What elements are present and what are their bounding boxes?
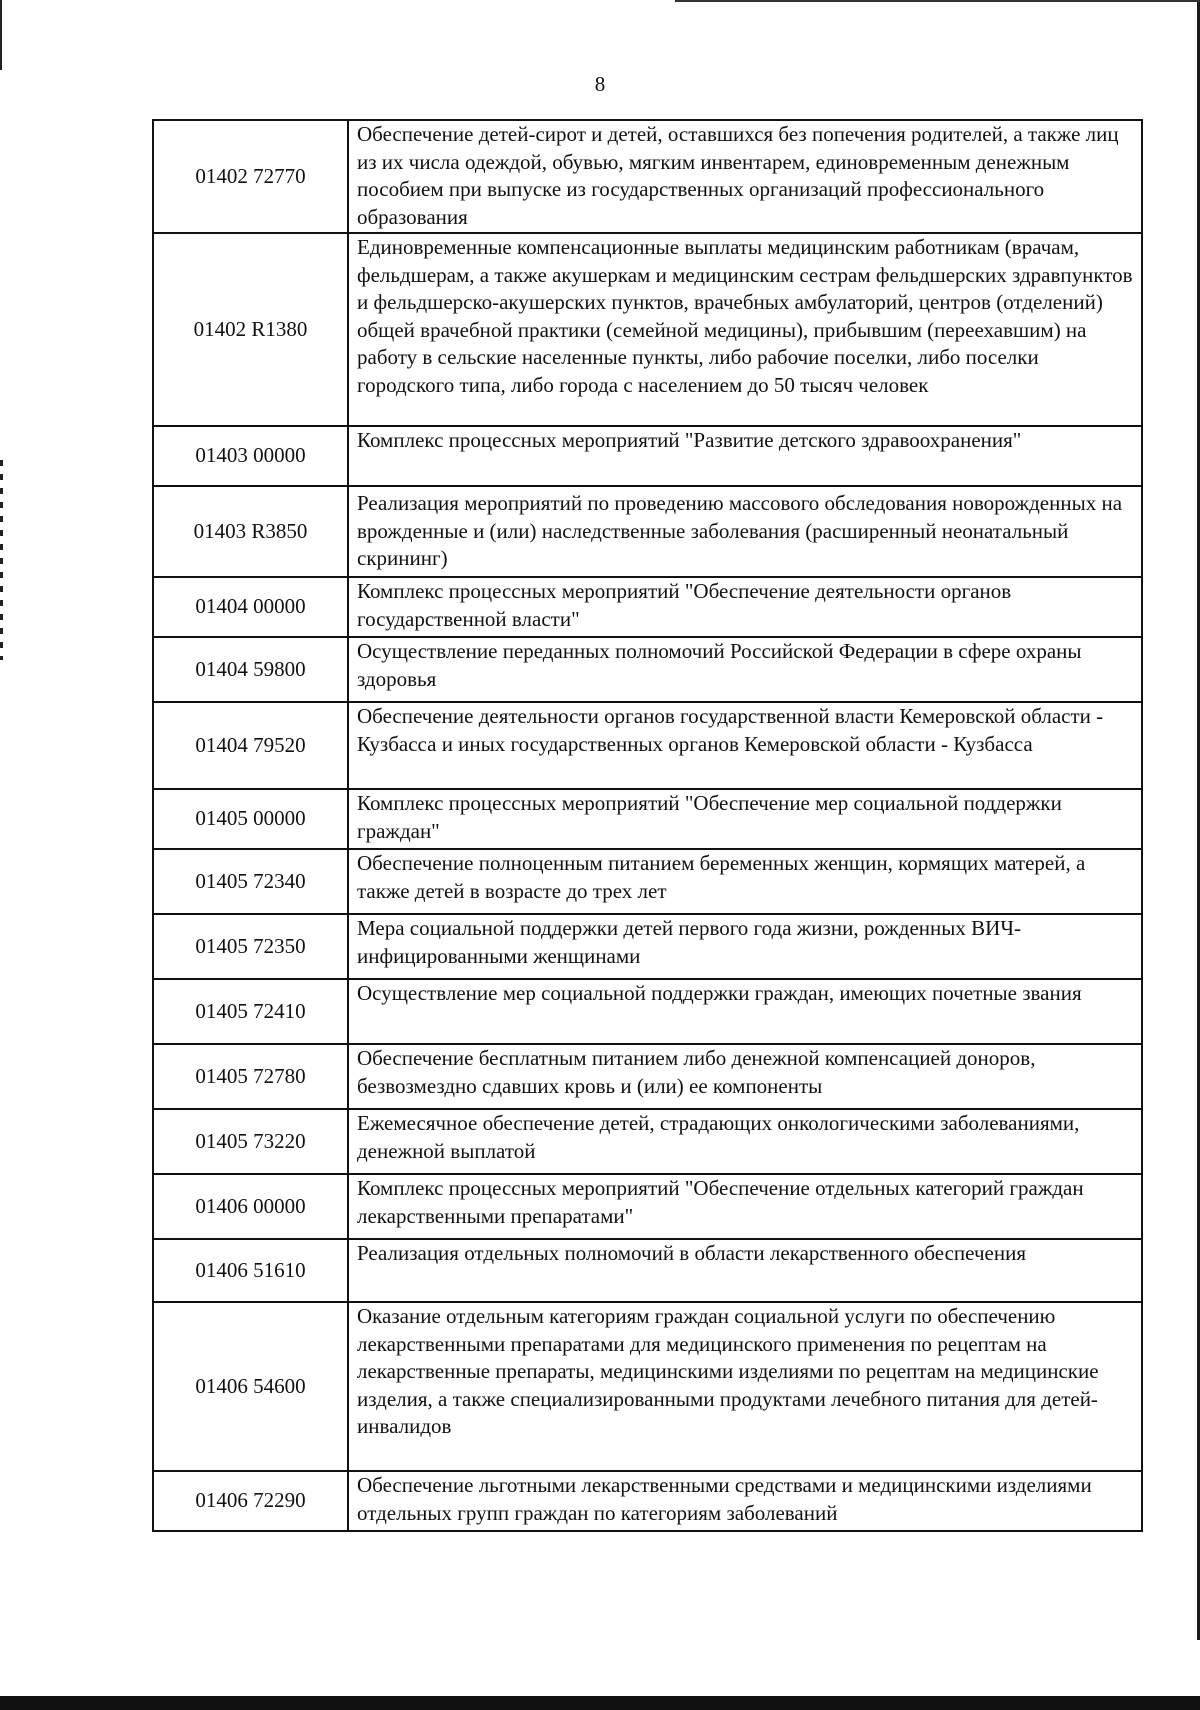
row-description: Обеспечение полноценным питанием беременных женщин, кормящих матерей, а также детей в возрасте до трех лет xyxy=(348,849,1142,914)
row-code: 01406 54600 xyxy=(153,1302,348,1471)
row-description: Осуществление мер социальной поддержки граждан, имеющих почетные звания xyxy=(348,979,1142,1044)
scan-edge-left xyxy=(0,0,2,70)
row-code: 01402 72770 xyxy=(153,120,348,233)
row-description: Единовременные компенсационные выплаты медицинским работникам (врачам, фельдшерам, а также акушеркам и медицинским сестрам фельдшерских здравпунктов и фельдшерско-акушерских пунктов, врачебных амбулаторий, центров (отделений) общей врачебной практики (семейной медицины), прибывшим (переехавшим) на работу в сельские населенные пункты, либо рабочие поселки, либо поселки городского типа, либо города с населением до 50 тысяч человек xyxy=(348,233,1142,426)
table-row xyxy=(153,979,1142,1044)
scan-bottom-bar xyxy=(0,1696,1200,1710)
table-row xyxy=(153,1471,1142,1531)
row-description: Комплекс процессных мероприятий "Обеспечение деятельности органов государственной власти" xyxy=(348,577,1142,637)
row-description: Обеспечение льготными лекарственными средствами и медицинскими изделиями отдельных групп граждан по категориям заболеваний xyxy=(348,1471,1142,1531)
table-row xyxy=(153,1044,1142,1109)
row-description: Реализация отдельных полномочий в области лекарственного обеспечения xyxy=(348,1239,1142,1302)
row-code: 01406 51610 xyxy=(153,1239,348,1302)
row-code: 01403 00000 xyxy=(153,426,348,486)
row-code: 01403 R3850 xyxy=(153,486,348,577)
table-row xyxy=(153,1239,1142,1302)
row-description: Ежемесячное обеспечение детей, страдающих онкологическими заболеваниями, денежной выплатой xyxy=(348,1109,1142,1174)
page-number: 8 xyxy=(594,72,606,96)
row-code: 01404 79520 xyxy=(153,702,348,789)
row-description: Комплекс процессных мероприятий "Обеспечение отдельных категорий граждан лекарственными препаратами" xyxy=(348,1174,1142,1239)
row-code: 01405 72350 xyxy=(153,914,348,979)
table-row xyxy=(153,486,1142,577)
table-row xyxy=(153,426,1142,486)
table-row xyxy=(153,577,1142,637)
row-description: Оказание отдельным категориям граждан социальной услуги по обеспечению лекарственными препаратами для медицинского применения по рецептам на лекарственные препараты, медицинскими изделиями по рецептам на медицинские изделия, а также специализированными продуктами лечебного питания для детей-инвалидов xyxy=(348,1302,1142,1471)
row-description: Мера социальной поддержки детей первого года жизни, рожденных ВИЧ-инфицированными женщинами xyxy=(348,914,1142,979)
row-code: 01405 00000 xyxy=(153,789,348,849)
row-code: 01406 72290 xyxy=(153,1471,348,1531)
table-row xyxy=(153,120,1142,233)
row-code: 01405 72340 xyxy=(153,849,348,914)
table-row xyxy=(153,1302,1142,1471)
row-description: Комплекс процессных мероприятий "Развитие детского здравоохранения" xyxy=(348,426,1142,486)
table-row xyxy=(153,849,1142,914)
row-description: Обеспечение деятельности органов государственной власти Кемеровской области - Кузбасса и иных государственных органов Кемеровской области - Кузбасса xyxy=(348,702,1142,789)
table-row xyxy=(153,914,1142,979)
scan-top-line xyxy=(675,0,1200,2)
row-description: Обеспечение бесплатным питанием либо денежной компенсацией доноров, безвозмездно сдавших кровь и (или) ее компоненты xyxy=(348,1044,1142,1109)
row-code: 01404 00000 xyxy=(153,577,348,637)
row-description: Реализация мероприятий по проведению массового обследования новорожденных на врожденные и (или) наследственные заболевания (расширенный неонатальный скрининг) xyxy=(348,486,1142,577)
budget-classification-table xyxy=(152,119,1143,1532)
table-row xyxy=(153,233,1142,426)
row-code: 01405 72410 xyxy=(153,979,348,1044)
table-row xyxy=(153,1174,1142,1239)
scan-left-marks xyxy=(0,460,3,660)
row-code: 01406 00000 xyxy=(153,1174,348,1239)
table-row xyxy=(153,702,1142,789)
table-row xyxy=(153,637,1142,702)
row-description: Комплекс процессных мероприятий "Обеспечение мер социальной поддержки граждан" xyxy=(348,789,1142,849)
row-code: 01405 73220 xyxy=(153,1109,348,1174)
table-row xyxy=(153,1109,1142,1174)
row-description: Осуществление переданных полномочий Российской Федерации в сфере охраны здоровья xyxy=(348,637,1142,702)
table-row xyxy=(153,789,1142,849)
row-code: 01404 59800 xyxy=(153,637,348,702)
row-code: 01405 72780 xyxy=(153,1044,348,1109)
row-code: 01402 R1380 xyxy=(153,233,348,426)
row-description: Обеспечение детей-сирот и детей, оставшихся без попечения родителей, а также лиц из их числа одеждой, обувью, мягким инвентарем, единовременным денежным пособием при выпуске из государственных организаций профессионального образования xyxy=(348,120,1142,233)
